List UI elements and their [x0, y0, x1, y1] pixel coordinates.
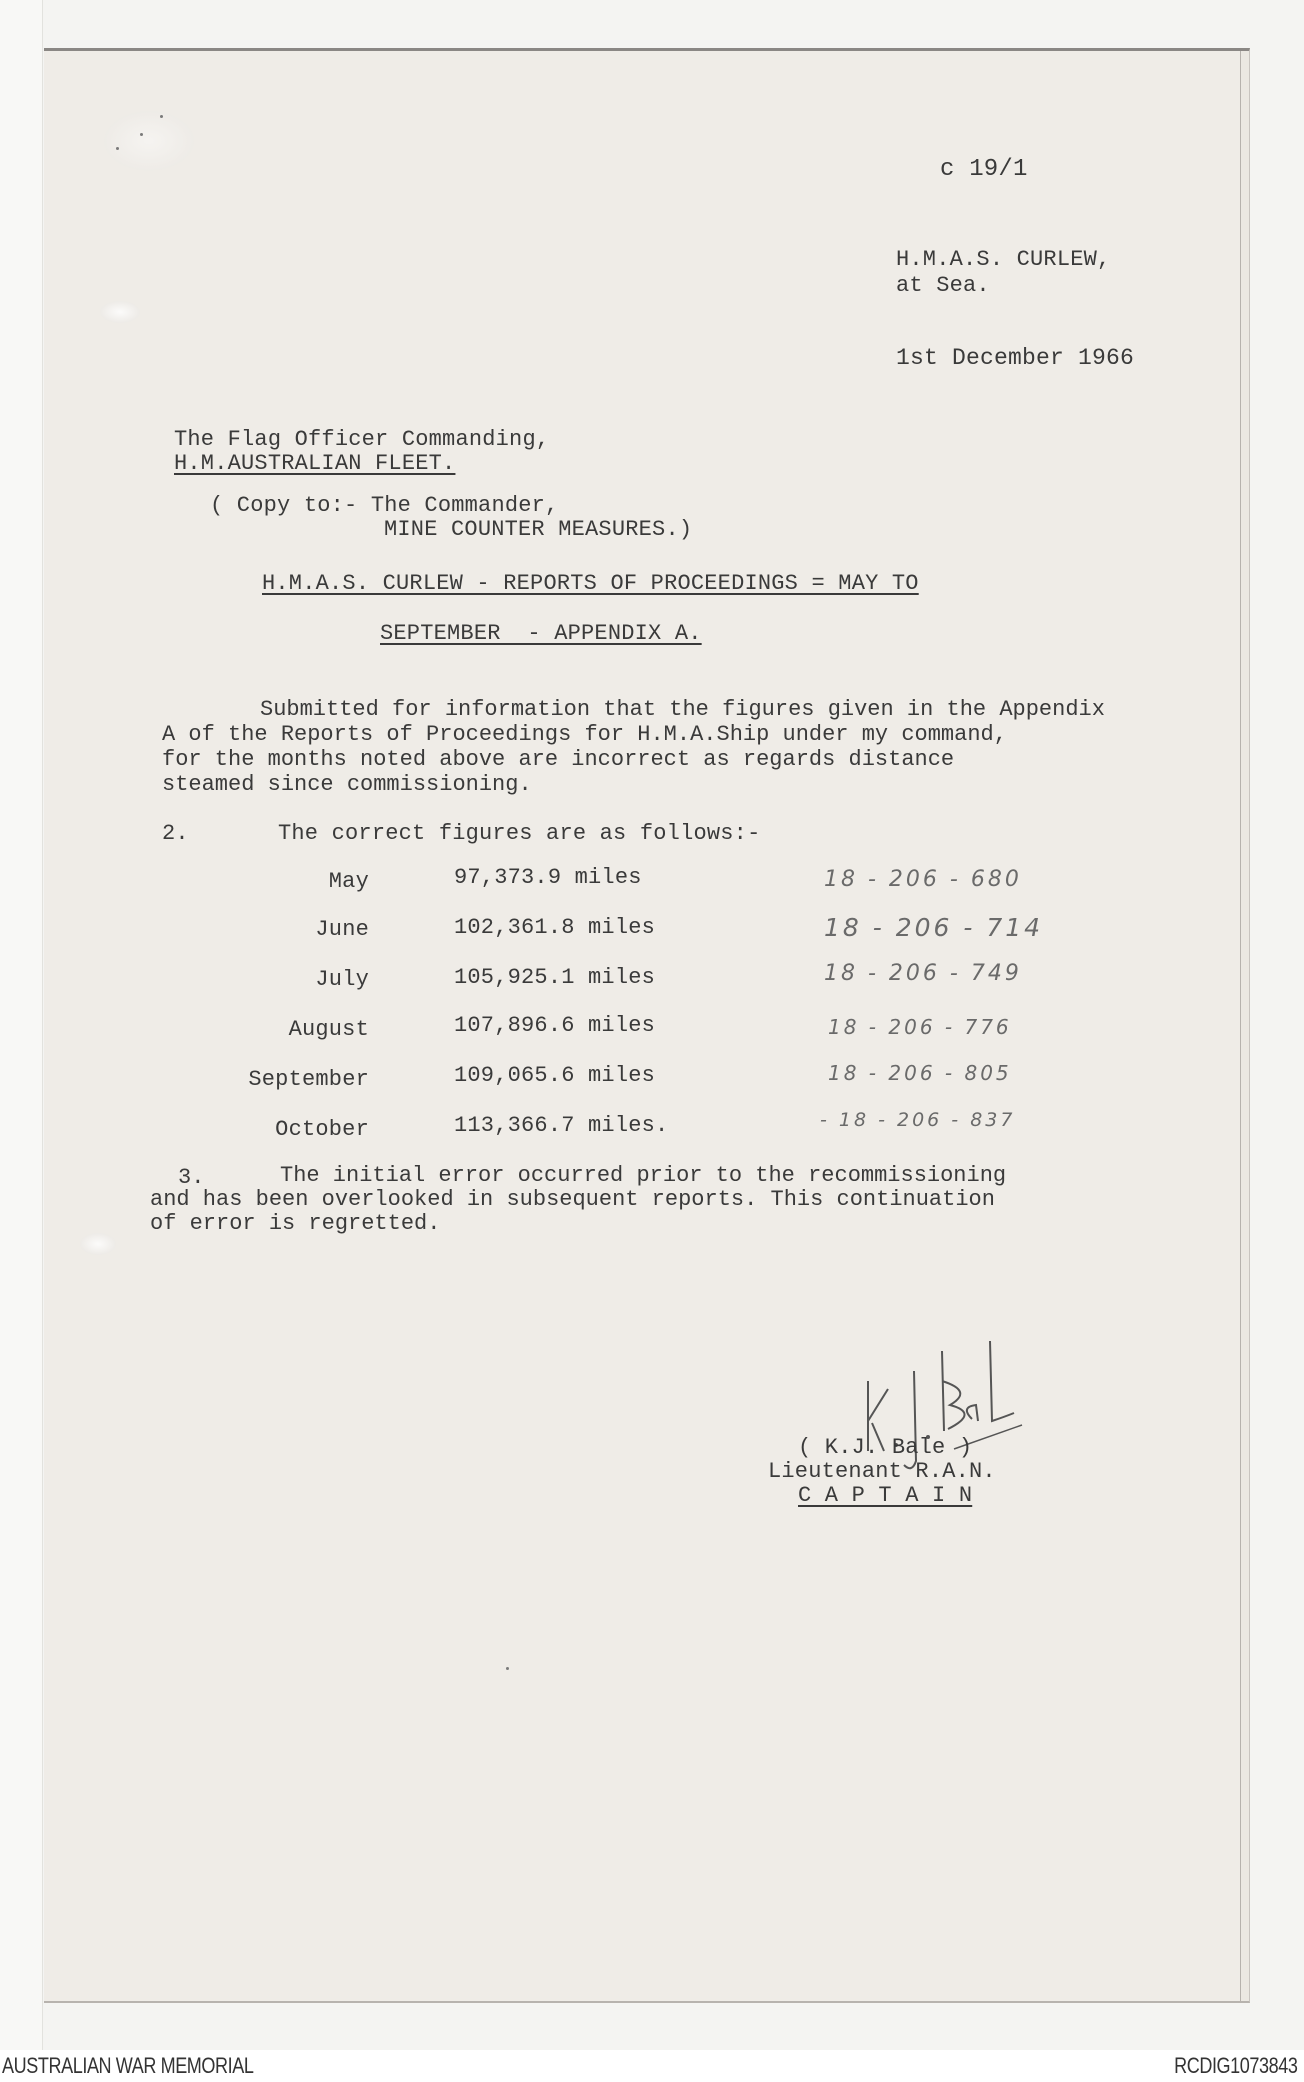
paper-speck [140, 133, 143, 136]
document-page [44, 48, 1250, 2003]
page-edge [1240, 51, 1249, 2001]
archive-name: AUSTRALIAN WAR MEMORIAL [2, 2053, 254, 2078]
paragraph3-line3: of error is regretted. [150, 1211, 441, 1236]
figure-distance: 102,361.8 miles [454, 915, 656, 940]
file-reference: c 19/1 [940, 156, 1028, 183]
paragraph1-line4: steamed since commissioning. [162, 772, 532, 797]
figure-annotation: - 18 - 206 - 837 [820, 1109, 1016, 1131]
paper-speck [160, 115, 163, 118]
copy-to-line2: MINE COUNTER MEASURES.) [384, 517, 693, 542]
document-date: 1st December 1966 [896, 345, 1135, 371]
figure-distance: 113,366.7 miles. [454, 1113, 669, 1138]
figure-annotation: 18 - 206 - 805 [828, 1061, 1012, 1085]
signatory-title: C A P T A I N [798, 1483, 973, 1508]
paper-mark [80, 1233, 116, 1255]
paragraph1-line3: for the months noted above are incorrect as regards distance [162, 747, 955, 772]
signatory-name: ( K.J. Bale ) [798, 1435, 973, 1460]
paper-mark [100, 301, 140, 323]
paragraph3-line1: The initial error occurred prior to the recommissioning [280, 1163, 1007, 1188]
addressee-line1: The Flag Officer Commanding, [174, 427, 550, 452]
paper-mark [104, 111, 194, 171]
signatory-rank: Lieutenant R.A.N. [768, 1459, 996, 1484]
figure-distance: 107,896.6 miles [454, 1013, 656, 1038]
copy-to-line1: ( Copy to:- The Commander, [210, 493, 559, 518]
paragraph3-number: 3. [178, 1165, 205, 1190]
sender-ship: H.M.A.S. CURLEW, [896, 247, 1111, 272]
figure-distance: 109,065.6 miles [454, 1063, 656, 1088]
figure-distance: 97,373.9 miles [454, 865, 642, 890]
figure-month: July [315, 967, 369, 992]
figure-annotation: 18 - 206 - 776 [828, 1015, 1012, 1039]
archive-id: RCDIG1073843 [1174, 2053, 1298, 2078]
paragraph1-line1: Submitted for information that the figures given in the Appendix [260, 697, 1105, 722]
subject-line1: H.M.A.S. CURLEW - REPORTS OF PROCEEDINGS = MAY TO [262, 571, 919, 596]
paragraph2-text: The correct figures are as follows:- [278, 821, 761, 846]
figure-distance: 105,925.1 miles [454, 965, 656, 990]
figure-annotation: 18 - 206 - 749 [824, 961, 1022, 986]
addressee-line2: H.M.AUSTRALIAN FLEET. [174, 451, 456, 476]
figure-month: June [315, 917, 369, 942]
paper-speck [506, 1667, 509, 1670]
paragraph1-line2: A of the Reports of Proceedings for H.M.A.Ship under my command, [162, 722, 1007, 747]
paragraph2-number: 2. [162, 821, 189, 846]
paper-speck [116, 147, 119, 150]
scan-margin [0, 0, 43, 2050]
sender-location: at Sea. [896, 273, 990, 298]
subject-line2: SEPTEMBER - APPENDIX A. [380, 621, 702, 646]
figure-month: September [248, 1067, 369, 1092]
figure-annotation: 18 - 206 - 680 [824, 867, 1022, 892]
figure-month: May [328, 869, 369, 894]
paragraph3-line2: and has been overlooked in subsequent reports. This continuation [150, 1187, 995, 1212]
figure-month: August [288, 1017, 369, 1042]
figure-annotation: 18 - 206 - 714 [824, 913, 1044, 942]
archive-footer [0, 2050, 1304, 2082]
figure-month: October [275, 1117, 369, 1142]
